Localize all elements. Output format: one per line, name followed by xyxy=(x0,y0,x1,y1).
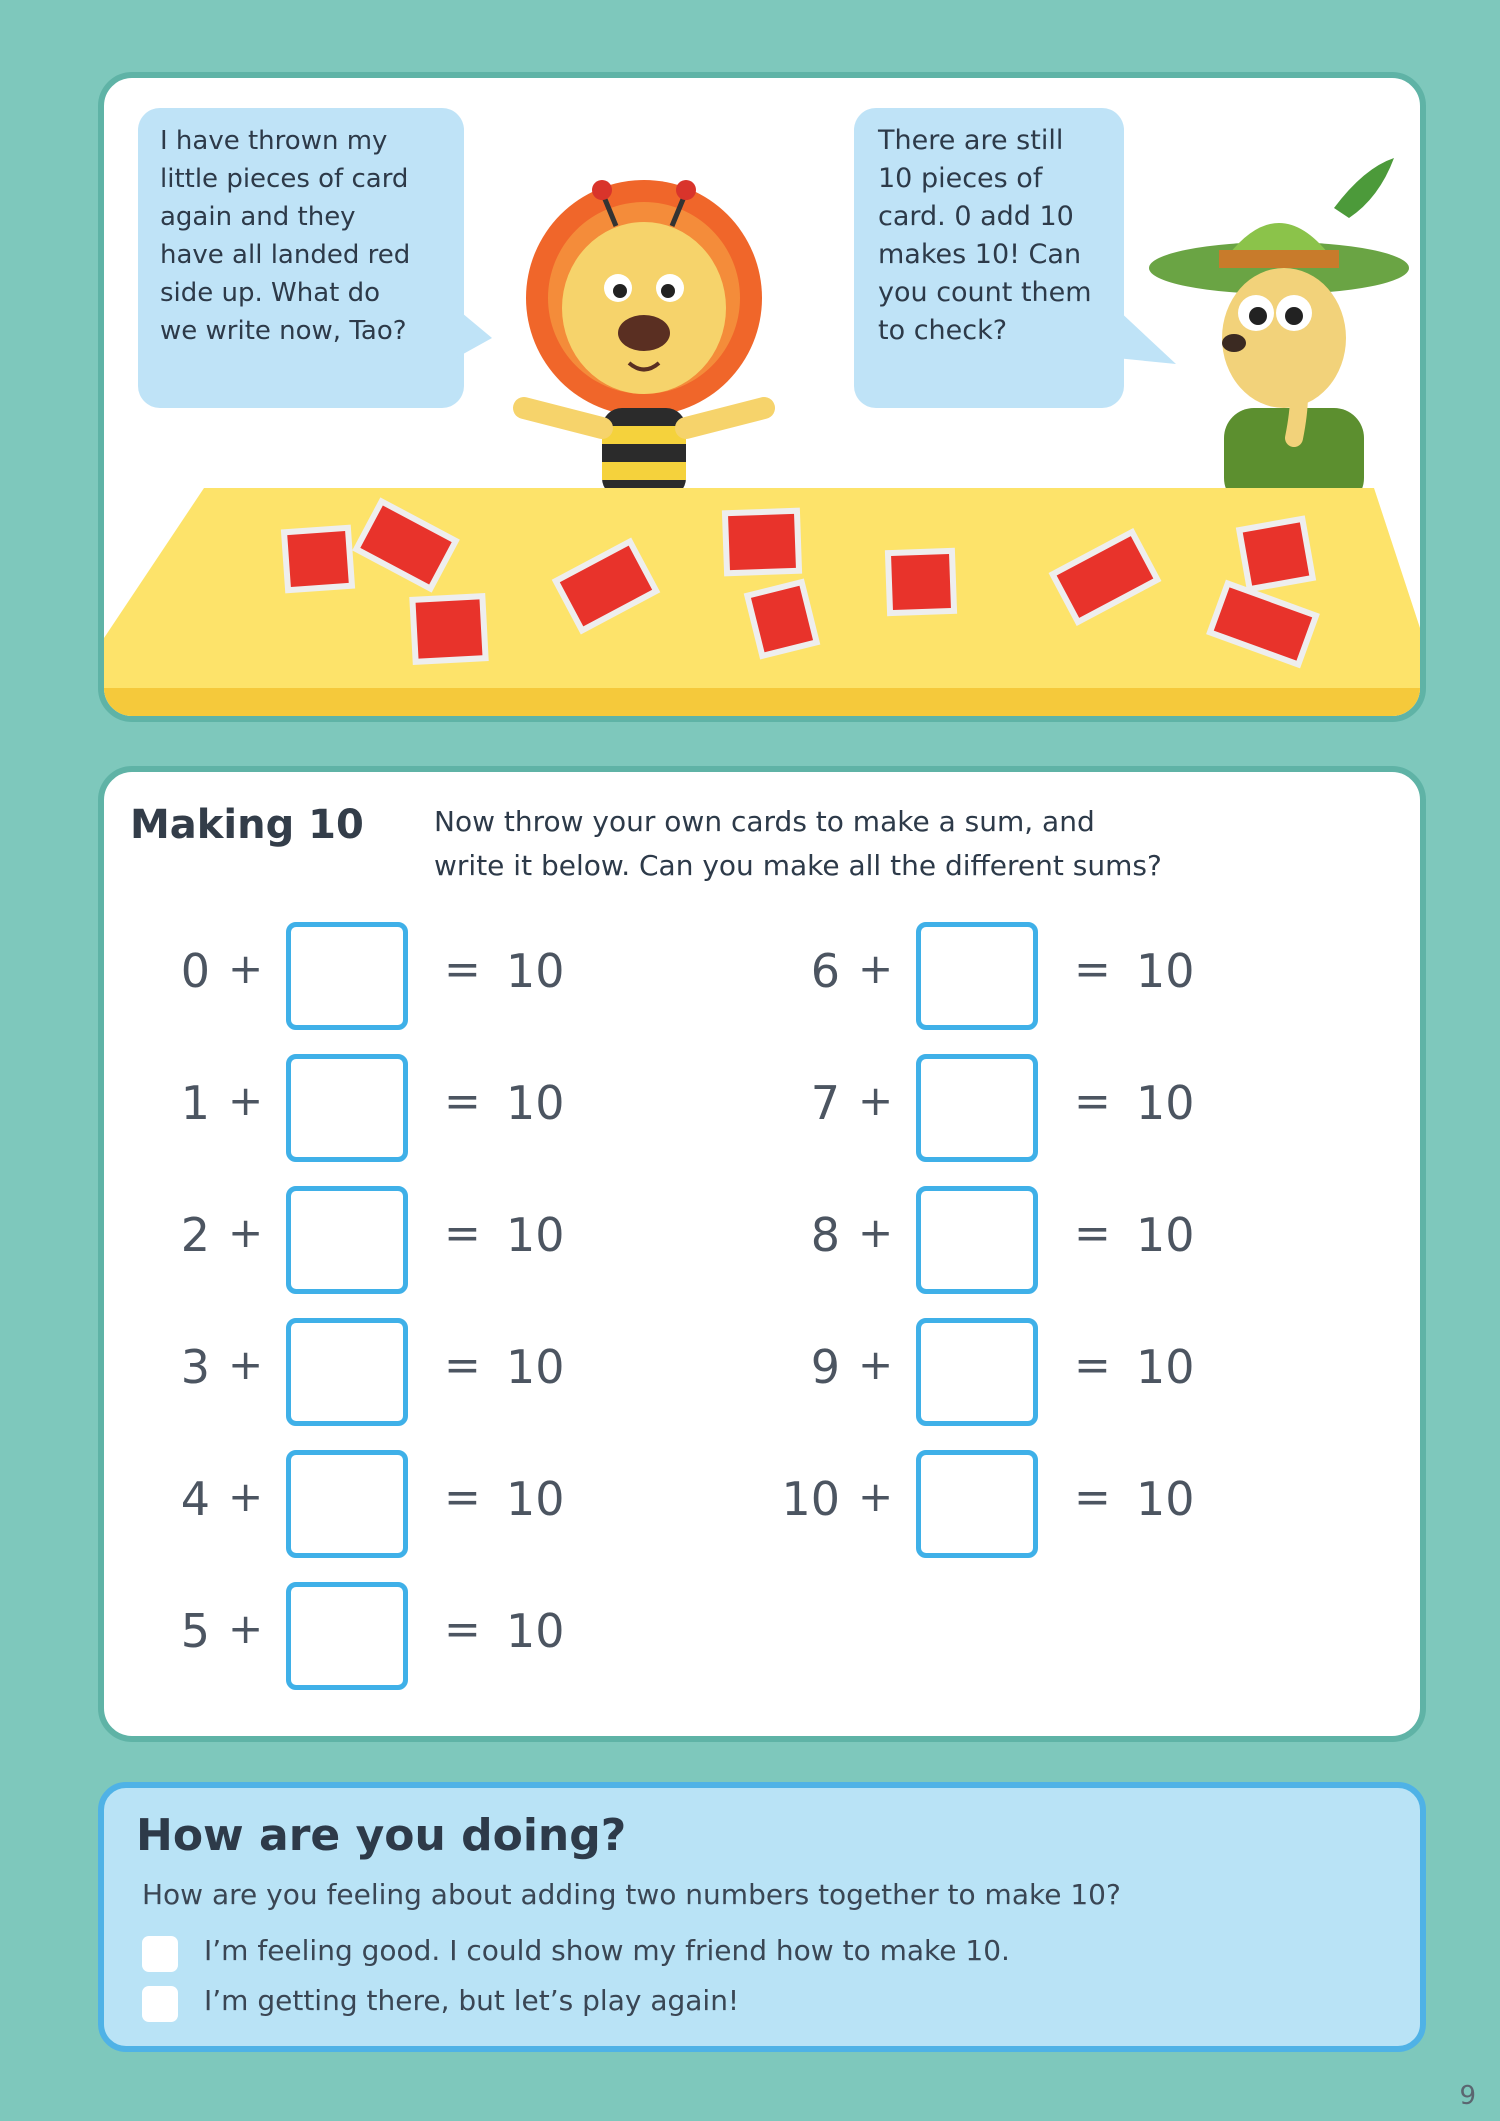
equals-sign: = xyxy=(444,1472,481,1523)
plus-sign: + xyxy=(228,1076,264,1125)
addend: 8 xyxy=(810,1208,840,1262)
instructions-text: Now throw your own cards to make a sum, and write it below. Can you make all the different sums? xyxy=(434,805,1162,882)
plus-sign: + xyxy=(858,944,894,993)
option-label: I’m feeling good. I could show my friend how to make 10. xyxy=(204,1934,1010,1967)
answer-box[interactable] xyxy=(286,1054,408,1162)
addend: 4 xyxy=(180,1472,210,1526)
addend: 9 xyxy=(810,1340,840,1394)
sum-total: 10 xyxy=(506,1208,565,1262)
addend: 3 xyxy=(180,1340,210,1394)
plus-sign: + xyxy=(228,1340,264,1389)
answer-box[interactable] xyxy=(286,1318,408,1426)
lion-speech-bubble: I have thrown my little pieces of card again and they have all landed red side up. What do we write now, Tao? xyxy=(138,108,464,408)
equals-sign: = xyxy=(444,1340,481,1391)
addend: 10 xyxy=(781,1472,840,1526)
plus-sign: + xyxy=(228,1472,264,1521)
plus-sign: + xyxy=(858,1076,894,1125)
sum-row xyxy=(754,1450,1374,1560)
equals-sign: = xyxy=(444,1076,481,1127)
lion-character xyxy=(494,158,794,498)
sum-row xyxy=(754,922,1374,1032)
sum-total: 10 xyxy=(1136,1472,1195,1526)
plus-sign: + xyxy=(858,1340,894,1389)
equals-sign: = xyxy=(1074,1472,1111,1523)
sum-row xyxy=(754,1054,1374,1164)
answer-box[interactable] xyxy=(286,922,408,1030)
lion-bubble-tail xyxy=(456,308,496,368)
sum-total: 10 xyxy=(506,944,565,998)
answer-box[interactable] xyxy=(286,1186,408,1294)
equals-sign: = xyxy=(444,1208,481,1259)
plus-sign: + xyxy=(228,944,264,993)
sum-total: 10 xyxy=(506,1076,565,1130)
table-with-cards xyxy=(104,488,1420,722)
sum-total: 10 xyxy=(1136,1208,1195,1262)
answer-box[interactable] xyxy=(286,1582,408,1690)
self-assessment-title: How are you doing? xyxy=(136,1810,627,1861)
tao-character xyxy=(1144,138,1414,508)
sum-row xyxy=(124,922,744,1032)
option-label: I’m getting there, but let’s play again! xyxy=(204,1984,740,2017)
sum-total: 10 xyxy=(506,1472,565,1526)
sum-row xyxy=(124,1318,744,1428)
addend: 6 xyxy=(810,944,840,998)
sum-total: 10 xyxy=(506,1604,565,1658)
plus-sign: + xyxy=(228,1604,264,1653)
addend: 5 xyxy=(180,1604,210,1658)
sum-row xyxy=(124,1186,744,1296)
story-panel xyxy=(98,72,1426,722)
equals-sign: = xyxy=(444,1604,481,1655)
equals-sign: = xyxy=(444,944,481,995)
self-assessment-panel xyxy=(98,1782,1426,2052)
sum-total: 10 xyxy=(506,1340,565,1394)
plus-sign: + xyxy=(858,1472,894,1521)
answer-box[interactable] xyxy=(916,1186,1038,1294)
sum-total: 10 xyxy=(1136,1076,1195,1130)
making-10-panel xyxy=(98,766,1426,1742)
sum-row xyxy=(124,1450,744,1560)
answer-box[interactable] xyxy=(286,1450,408,1558)
equals-sign: = xyxy=(1074,1208,1111,1259)
sum-row xyxy=(754,1186,1374,1296)
plus-sign: + xyxy=(858,1208,894,1257)
answer-box[interactable] xyxy=(916,1450,1038,1558)
tao-speech-bubble: There are still 10 pieces of card. 0 add 10 makes 10! Can you count them to check? xyxy=(854,108,1124,408)
equals-sign: = xyxy=(1074,1340,1111,1391)
checkbox[interactable] xyxy=(142,1936,178,1972)
sum-total: 10 xyxy=(1136,944,1195,998)
section-title: Making 10 xyxy=(130,802,364,848)
sum-row xyxy=(124,1054,744,1164)
plus-sign: + xyxy=(228,1208,264,1257)
sum-row xyxy=(754,1318,1374,1428)
checkbox[interactable] xyxy=(142,1986,178,2022)
sum-total: 10 xyxy=(1136,1340,1195,1394)
equals-sign: = xyxy=(1074,1076,1111,1127)
self-assessment-question: How are you feeling about adding two numbers together to make 10? xyxy=(142,1878,1121,1911)
equals-sign: = xyxy=(1074,944,1111,995)
addend: 2 xyxy=(180,1208,210,1262)
addend: 1 xyxy=(180,1076,210,1130)
sum-row xyxy=(124,1582,744,1692)
answer-box[interactable] xyxy=(916,1318,1038,1426)
addend: 7 xyxy=(810,1076,840,1130)
answer-box[interactable] xyxy=(916,922,1038,1030)
addend: 0 xyxy=(180,944,210,998)
answer-box[interactable] xyxy=(916,1054,1038,1162)
page-number: 9 xyxy=(1459,2081,1476,2111)
